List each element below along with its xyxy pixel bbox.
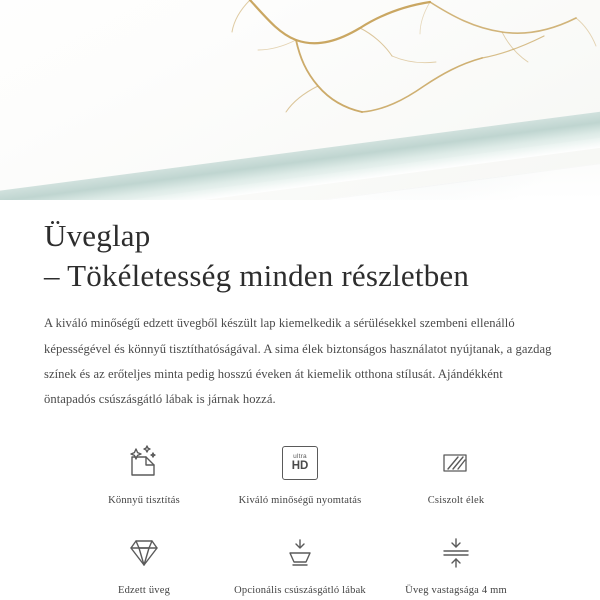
feature-item-print-quality bbox=[222, 440, 378, 508]
product-description: A kiváló minőségű edzett üvegből készült lap kiemelkedik a sérülésekkel szembeni ellenálló képességével és könnyű tisztíthatóságával. A sima élek biztonságos használatot nyújtanak, a gazdag színek és az erőteljes minta pedig hosszú éveken át kiemelik otthona stílusát. Ajándékként öntapadós csúszásgátló lábak is járnak hozzá. bbox=[44, 316, 552, 406]
feature-grid bbox=[44, 440, 556, 597]
ultra-hd-bottom-text: HD bbox=[291, 460, 309, 473]
feature-label: Edzett üveg bbox=[117, 584, 171, 596]
feature-item-polished-edges bbox=[378, 440, 534, 508]
ultra-hd-top-text: ultra bbox=[293, 452, 307, 460]
feature-label: Könnyű tisztítás bbox=[108, 495, 180, 507]
gold-veining bbox=[0, 0, 600, 200]
anti-slip-feet-icon bbox=[277, 530, 323, 576]
feature-label: Üveg vastagsága 4 mm bbox=[405, 584, 507, 596]
feature-label: Opcionális csúszásgátló lábak bbox=[234, 584, 366, 596]
page-title bbox=[44, 200, 556, 295]
feature-item-easy-cleaning bbox=[66, 440, 222, 508]
sparkle-cloth-icon bbox=[121, 440, 167, 486]
polished-edges-icon bbox=[433, 440, 479, 486]
hero-image bbox=[0, 0, 600, 200]
content-area bbox=[0, 200, 600, 597]
thickness-arrows-icon bbox=[433, 530, 479, 576]
diamond-icon bbox=[121, 530, 167, 576]
title-line-1: Üveglap bbox=[44, 218, 151, 253]
feature-label: Csiszolt élek bbox=[427, 495, 485, 507]
ultra-hd-icon bbox=[277, 440, 323, 486]
feature-label: Kiváló minőségű nyomtatás bbox=[238, 495, 362, 507]
feature-item-glass-thickness bbox=[378, 530, 534, 598]
feature-item-anti-slip-feet bbox=[222, 530, 378, 598]
feature-item-tempered-glass bbox=[66, 530, 222, 598]
title-line-2: – Tökéletesség minden részletben bbox=[44, 257, 470, 293]
